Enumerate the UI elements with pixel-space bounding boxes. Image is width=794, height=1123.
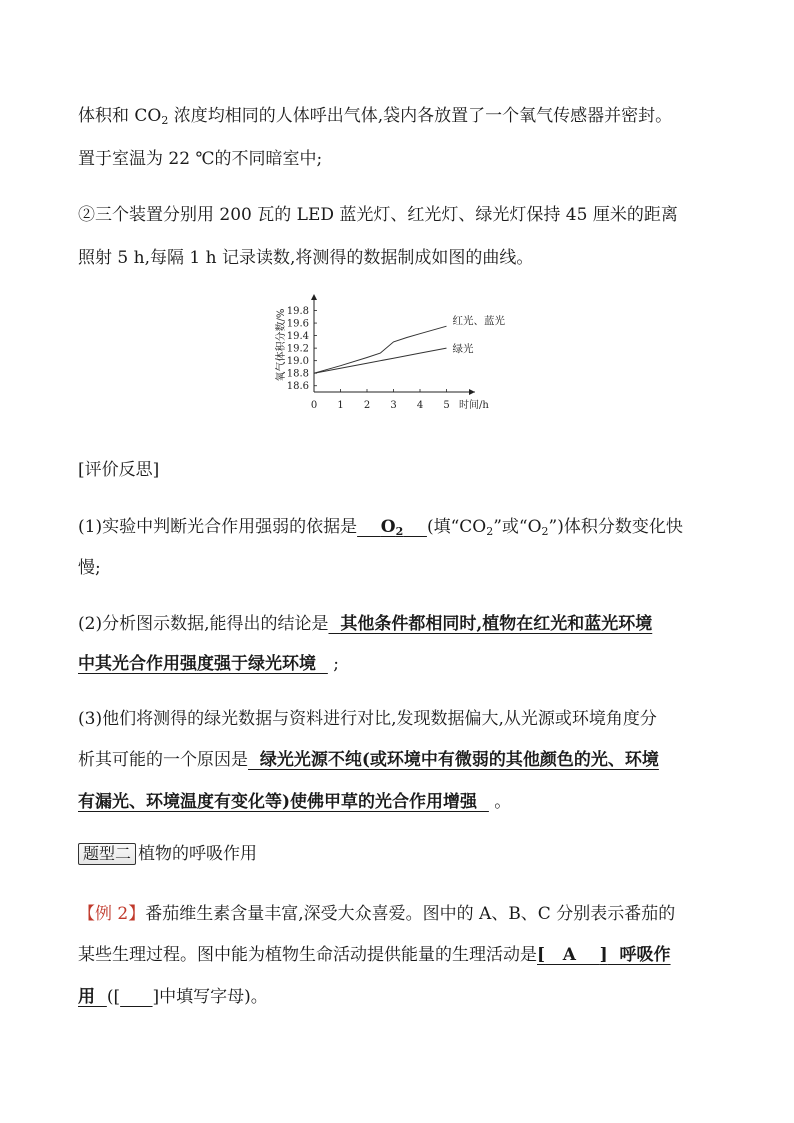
y-tick-label: 19.4 xyxy=(286,331,309,343)
q2-line-1: (2)分析图示数据,能得出的结论是 其他条件都相同时,植物在红光和蓝光环境 xyxy=(78,614,653,634)
q1-line-2: 慢; xyxy=(78,558,101,578)
q3-line-1: (3)他们将测得的绿光数据与资料进行对比,发现数据偏大,从光源或环境角度分 xyxy=(78,709,657,729)
x-axis-label: 时间/h xyxy=(459,400,489,411)
blank xyxy=(120,987,152,1007)
y-tick-label: 19.6 xyxy=(286,318,309,330)
q1-line-1: (1)实验中判断光合作用强弱的依据是 $O_2$ (填“$CO_2$”或“$O_2$”)体积分数变化快 xyxy=(78,517,683,538)
q3-answer-part2: 有漏光、环境温度有变化等)使佛甲草的光合作用增强 xyxy=(78,792,489,812)
intro-line-1: 体积和 $CO_2$ 浓度均相同的人体呼出气体,袋内各放置了一个氧气传感器并密封。 xyxy=(78,106,673,127)
step2-line-2: 照射 5 h,每隔 1 h 记录读数,将测得的数据制成如图的曲线。 xyxy=(78,248,534,268)
example2-answer-letter: A xyxy=(545,945,600,965)
example2-line-1: 【例 2】番茄维生素含量丰富,深受大众喜爱。图中的 A、B、C 分别表示番茄的 xyxy=(78,904,676,924)
y-tick-label: 19.8 xyxy=(286,306,309,318)
example2-answer-word-2: 用 xyxy=(78,987,107,1007)
series-line xyxy=(314,326,447,373)
q2-answer-part1: 其他条件都相同时,植物在红光和蓝光环境 xyxy=(328,614,653,634)
q3-answer-part1: 绿光光源不纯(或环境中有微弱的其他颜色的光、环境 xyxy=(248,750,659,770)
q2-line-2: 中其光合作用强度强于绿光环境 ; xyxy=(78,654,339,674)
x-axis-arrow xyxy=(469,389,475,395)
q1-answer: $O_2$ xyxy=(380,517,404,538)
y-tick-label: 18.8 xyxy=(286,368,309,380)
example2-line-2: 某些生理过程。图中能为植物生命活动提供能量的生理活动是[ A ] 呼吸作 xyxy=(78,945,671,965)
intro-line-2: 置于室温为 22 ℃的不同暗室中; xyxy=(78,149,323,169)
type2-heading: 题型二 植物的呼吸作用 xyxy=(78,842,257,866)
example2-answer-word-1: 呼吸作 xyxy=(607,945,671,965)
series-line xyxy=(314,348,447,373)
series-label: 红光、蓝光 xyxy=(452,315,505,328)
example-label: 【例 2】 xyxy=(78,904,146,924)
y-tick-label: 19.2 xyxy=(286,343,309,355)
type-tag: 题型二 xyxy=(78,843,136,865)
y-axis-label: 氧气体积分数/% xyxy=(276,308,287,382)
y-axis-arrow xyxy=(311,294,317,300)
section-heading: [评价反思] xyxy=(78,460,160,480)
x-tick-label: 3 xyxy=(390,400,397,411)
y-tick-label: 19.0 xyxy=(286,356,309,368)
example2-line-3: 用 ([ ]中填写字母)。 xyxy=(78,987,268,1007)
q3-line-2: 析其可能的一个原因是 绿光光源不纯(或环境中有微弱的其他颜色的光、环境 xyxy=(78,750,659,770)
x-tick-label: 2 xyxy=(363,400,371,411)
x-tick-label: 1 xyxy=(337,400,344,411)
x-tick-label: 5 xyxy=(443,400,450,411)
x-tick-label: 4 xyxy=(416,400,424,411)
q2-answer-part2: 中其光合作用强度强于绿光环境 xyxy=(78,654,328,674)
subscript: 2 xyxy=(161,114,169,127)
series-label: 绿光 xyxy=(452,343,474,356)
y-tick-label: 18.6 xyxy=(286,381,309,393)
oxygen-chart xyxy=(260,292,540,420)
x-tick-label: 0 xyxy=(310,400,318,411)
q3-line-3: 有漏光、环境温度有变化等)使佛甲草的光合作用增强 。 xyxy=(78,792,512,812)
step2-line-1: ②三个装置分别用 200 瓦的 LED 蓝光灯、红光灯、绿光灯保持 45 厘米的距离 xyxy=(78,205,678,225)
